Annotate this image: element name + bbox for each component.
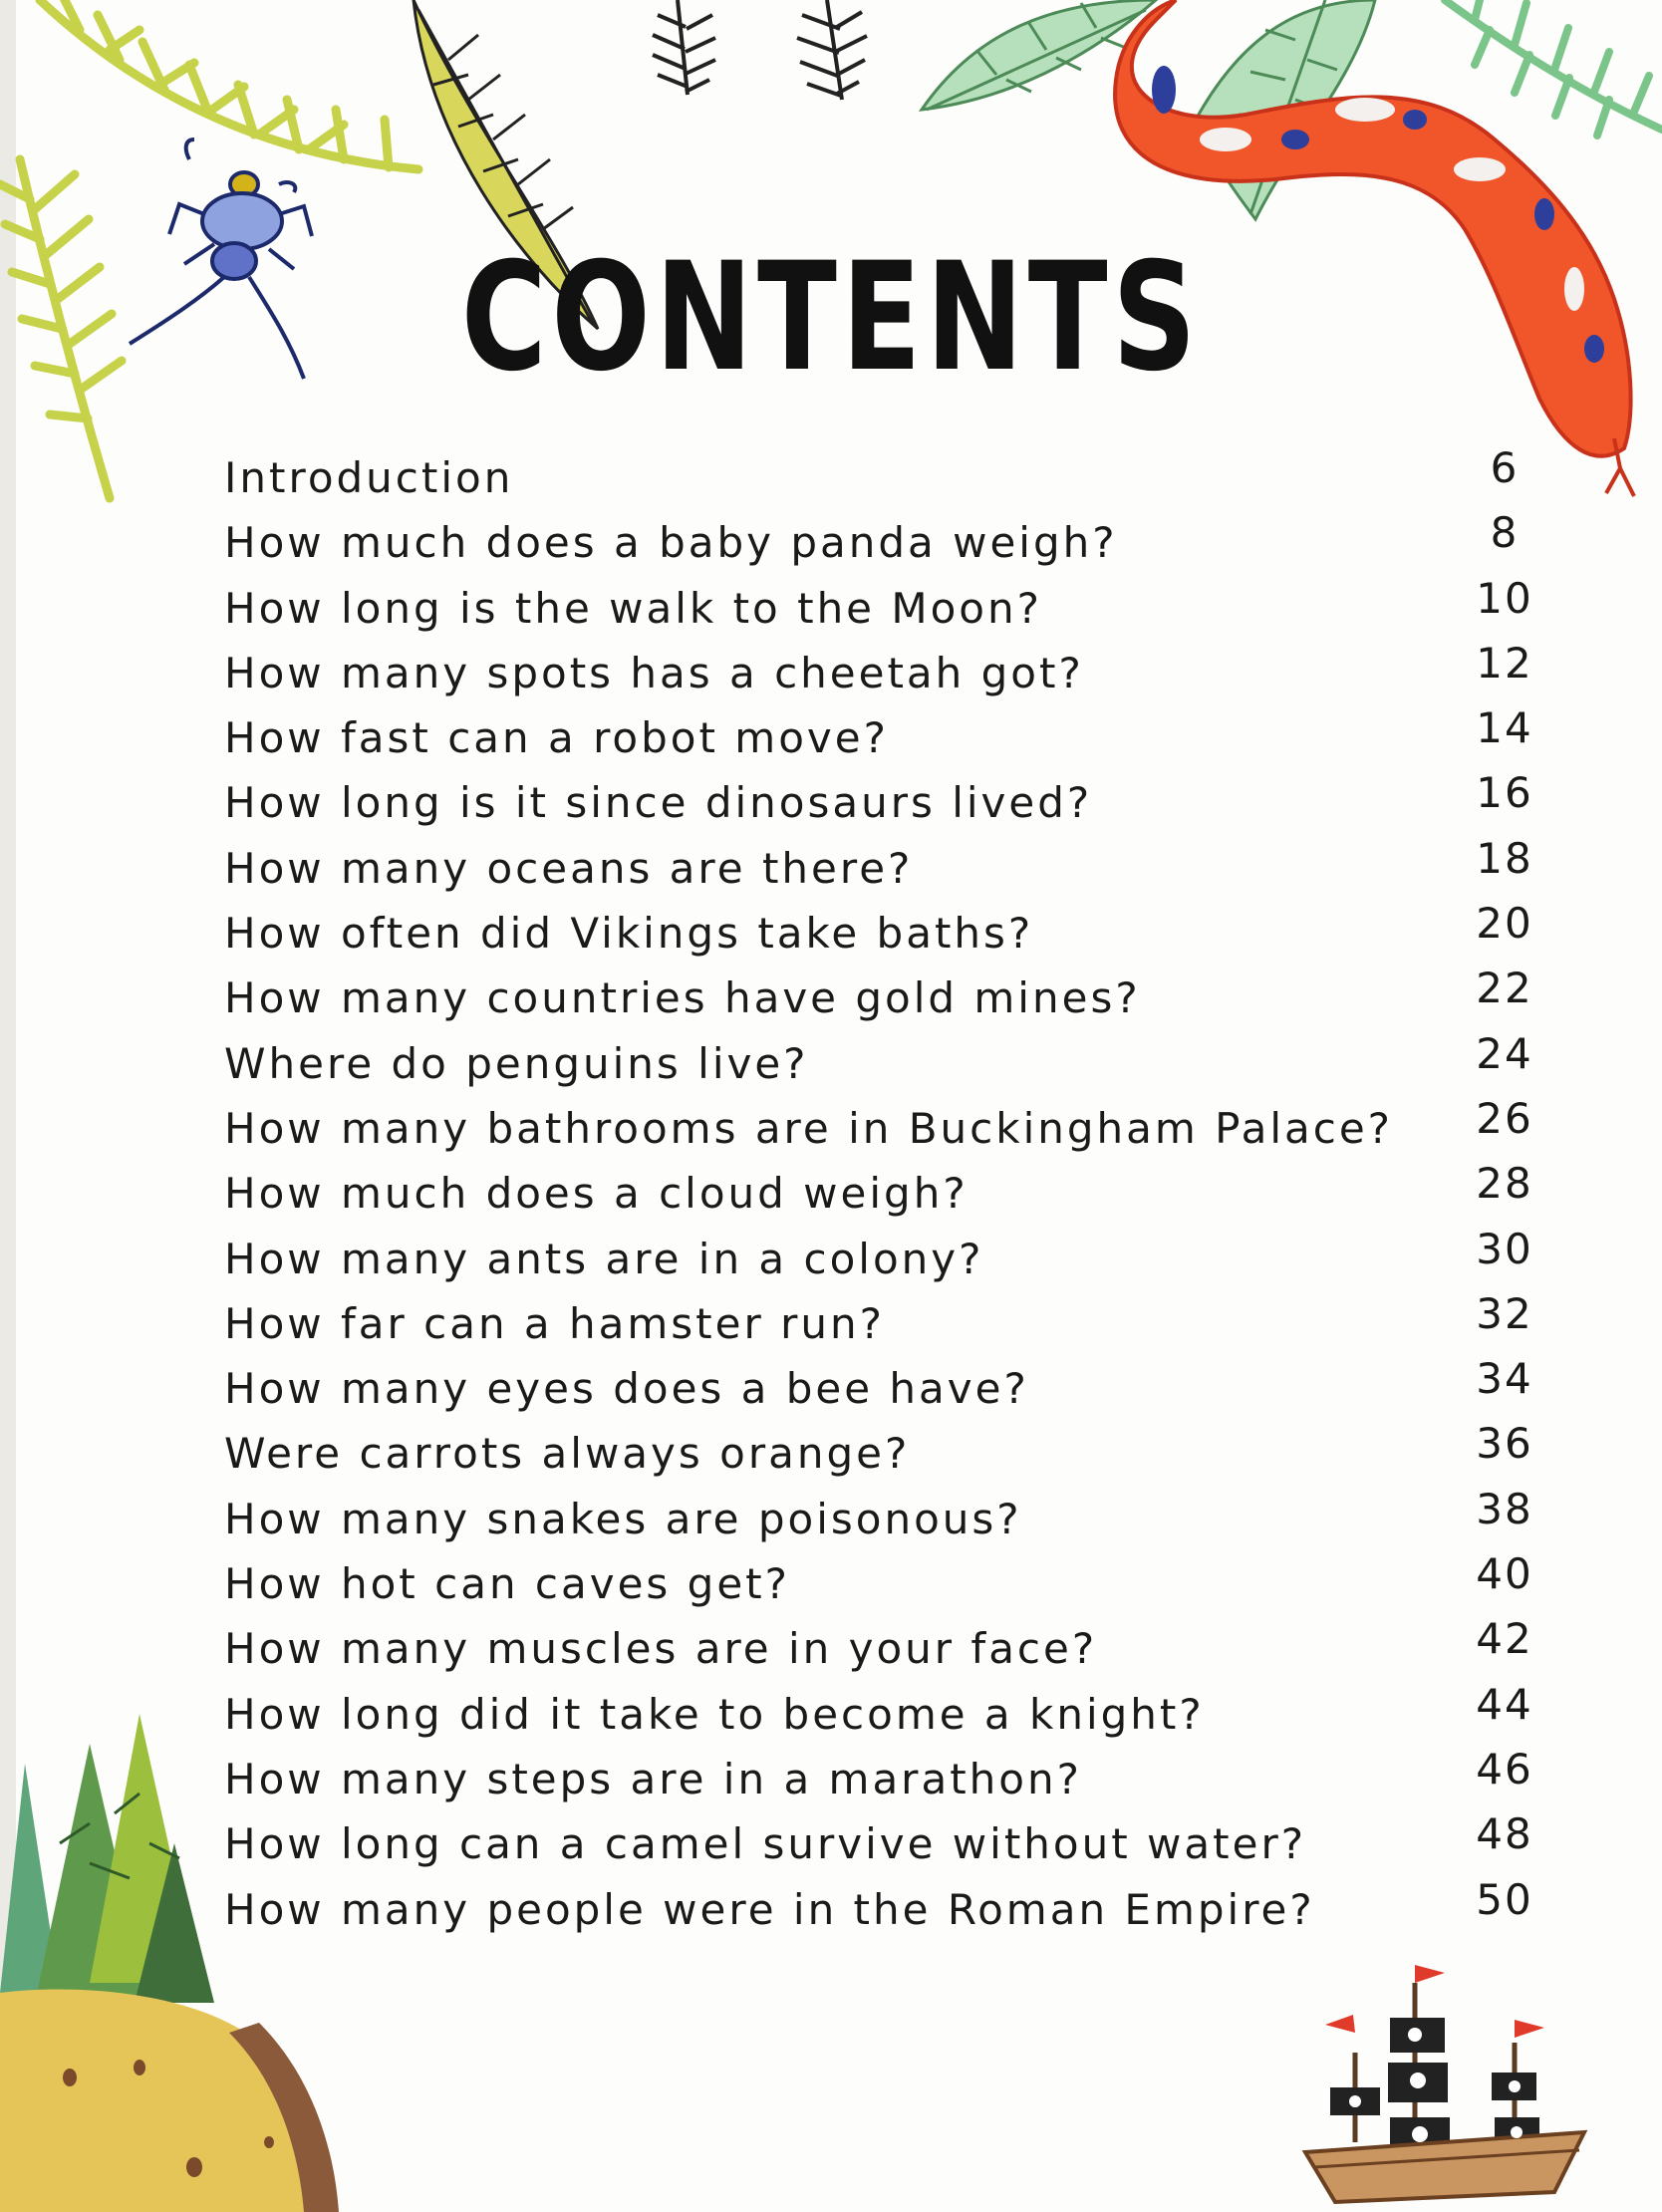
toc-entry-label: How many bathrooms are in Buckingham Palace?	[224, 1103, 1393, 1153]
toc-entry[interactable]	[224, 964, 1559, 1038]
toc-entry[interactable]	[224, 1028, 1559, 1104]
toc-entry-label: How long can a camel survive without water?	[224, 1819, 1306, 1869]
toc-entry-page: 20	[1476, 899, 1533, 949]
pine-trees-illustration	[0, 1714, 214, 2003]
toc-entry[interactable]	[224, 1874, 1559, 1950]
toc-entry[interactable]	[224, 638, 1559, 713]
toc-entry-page: 8	[1490, 508, 1520, 558]
toc-entry-page: 40	[1476, 1549, 1533, 1599]
hill-illustration	[0, 1990, 339, 2212]
leaves-illustration	[653, 0, 867, 100]
toc-entry-page: 16	[1476, 768, 1533, 818]
toc-entry-label: How often did Vikings take baths?	[224, 909, 1034, 959]
toc-entry[interactable]	[224, 1809, 1559, 1884]
toc-entry[interactable]	[224, 703, 1559, 778]
toc-entry[interactable]	[224, 833, 1559, 909]
toc-entry-page: 36	[1476, 1419, 1533, 1469]
toc-entry-page: 26	[1476, 1093, 1533, 1143]
toc-entry-label: How far can a hamster run?	[224, 1298, 885, 1348]
toc-entry[interactable]	[224, 1354, 1559, 1429]
toc-entry-label: How many oceans are there?	[224, 843, 914, 893]
toc-entry-page: 24	[1476, 1028, 1533, 1078]
toc-entry[interactable]	[224, 1159, 1559, 1234]
toc-entry-page: 12	[1476, 638, 1533, 688]
toc-entry-page: 34	[1476, 1354, 1533, 1404]
toc-entry-label: Introduction	[224, 453, 514, 502]
toc-entry[interactable]	[224, 1484, 1559, 1559]
toc-entry-label: How many people were in the Roman Empire?	[224, 1884, 1315, 1934]
toc-entry-page: 44	[1476, 1679, 1533, 1729]
toc-entry-label: Where do penguins live?	[224, 1038, 809, 1088]
pirate-ship-illustration	[1305, 1965, 1584, 2202]
table-of-contents	[224, 443, 1559, 1950]
toc-entry-label: How many snakes are poisonous?	[224, 1494, 1022, 1543]
toc-entry-label: How hot can caves get?	[224, 1559, 790, 1609]
toc-entry-page: 22	[1476, 964, 1533, 1013]
toc-entry-page: 18	[1476, 833, 1533, 883]
page-title: CONTENTS	[460, 231, 1202, 405]
toc-entry-page: 38	[1476, 1484, 1533, 1533]
toc-entry[interactable]	[224, 1614, 1559, 1689]
toc-entry-label: How much does a baby panda weigh?	[224, 518, 1118, 568]
toc-entry-label: How many spots has a cheetah got?	[224, 648, 1084, 697]
toc-entry[interactable]	[224, 1679, 1559, 1755]
toc-entry-label: How many muscles are in your face?	[224, 1624, 1098, 1674]
toc-entry-label: Were carrots always orange?	[224, 1429, 911, 1479]
toc-entry[interactable]	[224, 768, 1559, 843]
toc-entry-page: 50	[1476, 1874, 1533, 1924]
toc-entry-label: How many ants are in a colony?	[224, 1234, 984, 1283]
toc-entry-page: 10	[1476, 573, 1533, 623]
toc-entry-page: 6	[1490, 443, 1520, 492]
toc-entry-label: How many countries have gold mines?	[224, 973, 1141, 1023]
toc-entry-page: 28	[1476, 1159, 1533, 1209]
toc-entry-label: How many eyes does a bee have?	[224, 1364, 1029, 1414]
toc-entry[interactable]	[224, 1744, 1559, 1819]
toc-entry-page: 42	[1476, 1614, 1533, 1664]
toc-entry[interactable]	[224, 1419, 1559, 1494]
toc-entry-page: 32	[1476, 1288, 1533, 1338]
toc-entry-label: How much does a cloud weigh?	[224, 1169, 969, 1219]
toc-entry[interactable]	[224, 1224, 1559, 1299]
toc-entry[interactable]	[224, 899, 1559, 973]
toc-entry[interactable]	[224, 1093, 1559, 1169]
toc-entry-label: How fast can a robot move?	[224, 713, 889, 763]
toc-entry[interactable]	[224, 443, 1559, 518]
toc-entry-page: 48	[1476, 1809, 1533, 1859]
toc-entry-label: How long is it since dinosaurs lived?	[224, 778, 1093, 828]
toc-entry-page: 46	[1476, 1744, 1533, 1794]
toc-entry[interactable]	[224, 1549, 1559, 1624]
toc-entry-label: How many steps are in a marathon?	[224, 1754, 1082, 1803]
toc-entry[interactable]	[224, 508, 1559, 583]
toc-entry[interactable]	[224, 573, 1559, 649]
toc-entry[interactable]	[224, 1288, 1559, 1364]
toc-entry-label: How long did it take to become a knight?	[224, 1689, 1205, 1739]
toc-entry-page: 14	[1476, 703, 1533, 753]
toc-entry-label: How long is the walk to the Moon?	[224, 583, 1042, 633]
toc-entry-page: 30	[1476, 1224, 1533, 1273]
leaves-illustration	[1445, 0, 1662, 136]
